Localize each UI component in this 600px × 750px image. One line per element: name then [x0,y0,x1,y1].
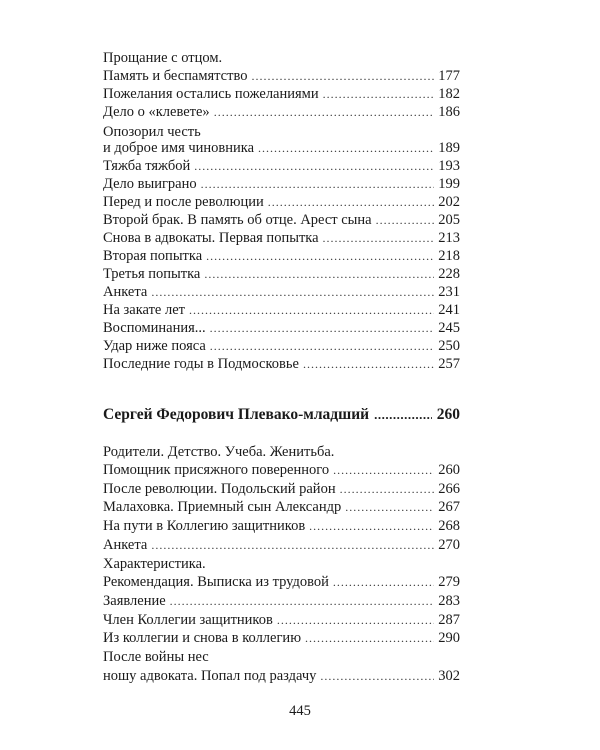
leader-dots [194,157,434,175]
toc-entry-title: Малаховка. Приемный сын Александр [103,499,342,515]
toc-entry-page: 202 [438,194,460,210]
section-title: Сергей Федорович Плевако-младший [103,406,370,423]
toc-entry-page: 218 [438,248,460,264]
toc-entry [103,301,460,319]
leader-dots [210,337,434,355]
toc-entry-page: 199 [438,176,460,192]
toc-entry-page: 177 [438,68,460,84]
toc-entry-title: Второй брак. В память об отце. Арест сына [103,212,372,228]
leader-dots [210,319,434,337]
leader-dots [333,461,434,479]
toc-entry-page: 268 [438,518,460,534]
toc-entry [103,536,460,554]
toc-entry [103,283,460,301]
toc-entry-text [103,555,460,573]
toc-entry [103,667,460,685]
toc-entry [103,592,460,610]
leader-dots [305,629,434,647]
toc-entry-page: 182 [438,86,460,102]
toc-entry-page: 186 [438,104,460,120]
toc-entry [103,337,460,355]
leader-dots [268,193,434,211]
section-page: 260 [436,406,460,423]
toc-entry-title: Дело выиграно [103,176,197,192]
toc-entry-page: 302 [438,668,460,684]
toc-entry [103,517,460,535]
toc-entry-page: 283 [438,593,460,609]
toc-entry-page: 205 [438,212,460,228]
leader-dots [214,103,434,121]
toc-entry-page: 266 [438,481,460,497]
toc-entry-page: 241 [438,302,460,318]
toc-entry [103,611,460,629]
leader-dots [277,611,434,629]
toc-entry [103,247,460,265]
page-number: 445 [289,703,311,719]
toc-entry [103,480,460,498]
toc-entry [103,498,460,516]
leader-dots [189,301,434,319]
toc-entry-page: 290 [438,630,460,646]
leader-dots [206,247,434,265]
toc-entry-page: 257 [438,356,460,372]
toc-entry-title: На закате лет [103,302,185,318]
toc-entry [103,355,460,373]
toc-entry-title: Память и беспамятство [103,68,248,84]
toc-entry-title: и доброе имя чиновника [103,140,255,156]
toc-entry-page: 250 [438,338,460,354]
toc-entry-title: Помощник присяжного поверенного [103,462,330,478]
toc-entry-title: Перед и после революции [103,194,264,210]
toc-entry-title: Пожелания остались пожеланиями [103,86,319,102]
toc-entry-title: Вторая попытка [103,248,203,264]
toc-entry-title: На пути в Коллегию защитников [103,518,306,534]
toc-entry-title: Рекомендация. Выписка из трудовой [103,574,329,590]
toc-entry [103,193,460,211]
toc-entry-title: После войны нес [103,649,209,665]
toc-entry-title: Анкета [103,284,148,300]
toc-entry-page: 287 [438,612,460,628]
leader-dots [151,283,434,301]
leader-dots [374,406,432,424]
toc-entry-title: Характеристика. [103,556,206,572]
toc-entry [103,103,460,121]
leader-dots [340,480,434,498]
toc-entry-title: Член Коллегии защитников [103,612,273,628]
toc-entry-text [103,49,460,67]
leader-dots [320,667,434,685]
toc-entry-page: 279 [438,574,460,590]
toc-entry [103,265,460,283]
toc-section-heading [103,406,460,424]
leader-dots [303,355,434,373]
toc-entry-text [103,443,460,461]
toc-entry-title: Прощание с отцом. [103,50,223,66]
leader-dots [170,592,434,610]
toc-entry-title: После революции. Подольский район [103,481,336,497]
toc-entry-title: Родители. Детство. Учеба. Женитьба. [103,444,335,460]
toc-entry [103,211,460,229]
leader-dots [323,85,434,103]
leader-dots [201,175,434,193]
toc-entry-title: Третья попытка [103,266,201,282]
toc-entry [103,461,460,479]
toc-entry-page: 228 [438,266,460,282]
toc-entry-title: Тяжба тяжбой [103,158,191,174]
toc-entry [103,67,460,85]
toc-entry [103,139,460,157]
leader-dots [309,517,434,535]
toc-entry-title: Удар ниже пояса [103,338,206,354]
leader-dots [258,139,434,157]
toc-page [103,0,460,750]
leader-dots [151,536,434,554]
toc-entry [103,85,460,103]
toc-entry-text [103,648,460,666]
toc-entry [103,229,460,247]
toc-entry-page: 213 [438,230,460,246]
leader-dots [204,265,434,283]
toc-entry-page: 193 [438,158,460,174]
toc-entry-page: 267 [438,499,460,515]
leader-dots [251,67,434,85]
toc-entry-page: 231 [438,284,460,300]
toc-entry-title: Воспоминания... [103,320,206,336]
toc-entry-title: ношу адвоката. Попал под раздачу [103,668,317,684]
toc-entry-page: 270 [438,537,460,553]
toc-entry-page: 189 [438,140,460,156]
toc-entry-title: Из коллегии и снова в коллегию [103,630,302,646]
toc-entry-title: Последние годы в Подмосковье [103,356,299,372]
toc-entry-title: Дело о «клевете» [103,104,210,120]
leader-dots [376,211,434,229]
toc-entry-title: Снова в адвокаты. Первая попытка [103,230,319,246]
leader-dots [323,229,434,247]
toc-entry [103,573,460,591]
toc-entry-title: Анкета [103,537,148,553]
toc-entry [103,175,460,193]
toc-entry-page: 260 [438,462,460,478]
toc-entry [103,157,460,175]
toc-entry-page: 245 [438,320,460,336]
toc-entry-title: Опозорил честь [103,124,201,140]
leader-dots [345,498,434,516]
leader-dots [333,573,434,591]
toc-entry-title: Заявление [103,593,166,609]
toc-entry [103,629,460,647]
toc-entry [103,319,460,337]
